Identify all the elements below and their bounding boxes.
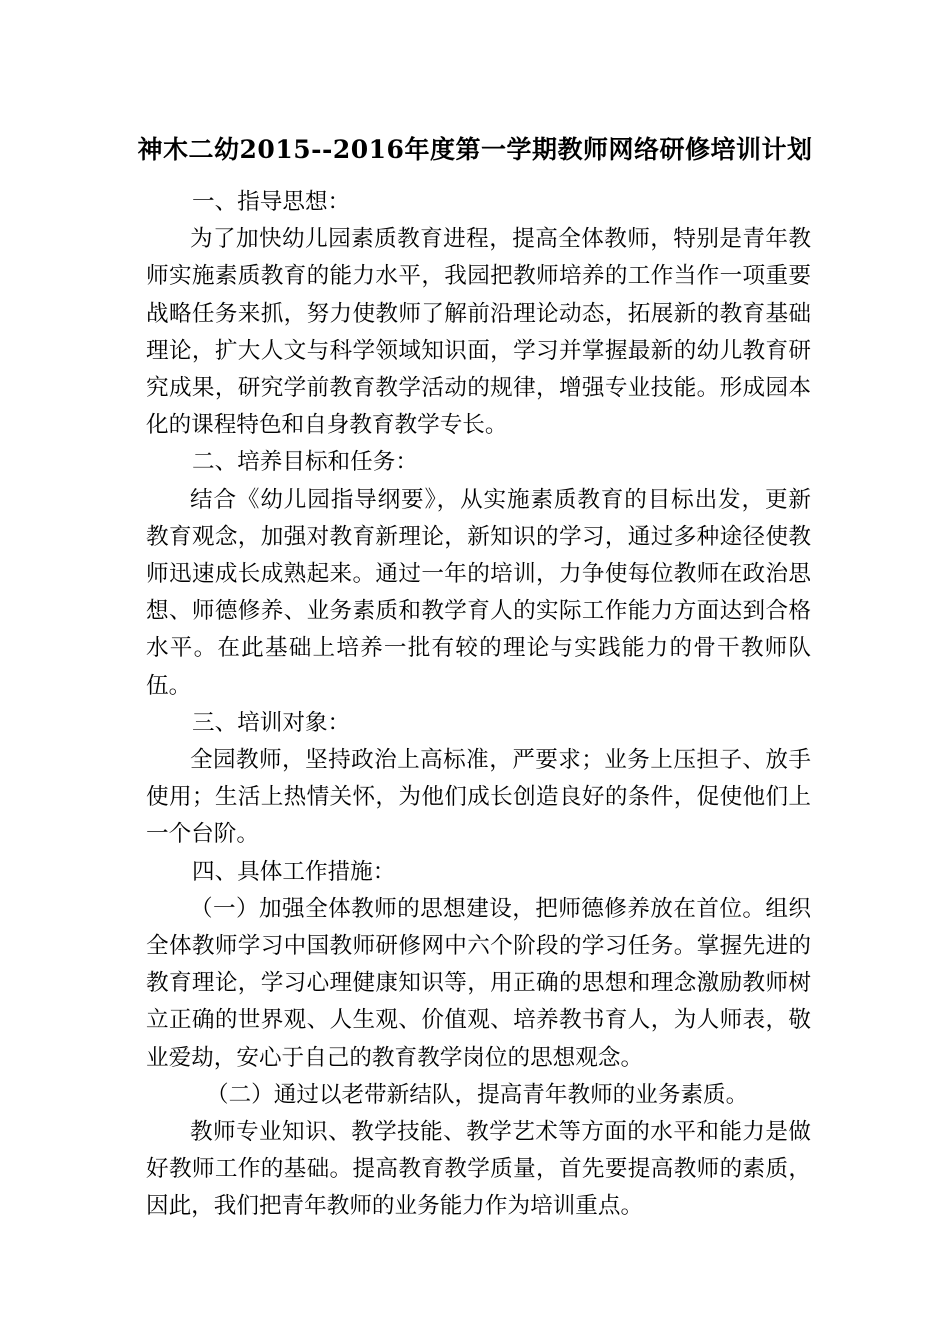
measure-two-paragraph: 教师专业知识、教学技能、教学艺术等方面的水平和能力是做好教师工作的基础。提高教育教学质量，首先要提高教师的素质，因此，我们把青年教师的业务能力作为培训重点。 (146, 1119, 811, 1220)
document-body (146, 184, 811, 1226)
section-heading-goals-tasks: 二、培养目标和任务： (192, 449, 418, 476)
section-heading-work-measures: 四、具体工作措施： (192, 858, 396, 885)
paragraph-guiding-thought: 为了加快幼儿园素质教育进程，提高全体教师，特别是青年教师实施素质教育的能力水平，我园把教师培养的工作当作一项重要战略任务来抓，努力使教师了解前沿理论动态，拓展新的教育基础理论，扩大人文与科学领域知识面，学习并掌握最新的幼儿教育研究成果，研究学前教育教学活动的规律，增强专业技能。形成园本化的课程特色和自身教育教学专长。 (146, 226, 811, 439)
measure-one-paragraph: （一）加强全体教师的思想建设，把师德修养放在首位。组织全体教师学习中国教师研修网中六个阶段的学习任务。掌握先进的教育理论，学习心理健康知识等，用正确的思想和理念激励教师树立正确的世界观、人生观、价值观、培养教书育人，为人师表，敬业爱劫，安心于自己的教育教学岗位的思想观念。 (146, 895, 811, 1071)
paragraph-training-targets: 全园教师，坚持政治上高标准，严要求；业务上压担子、放手使用；生活上热情关怀，为他们成长创造良好的条件，促使他们上一个台阶。 (146, 747, 811, 848)
section-heading-guiding-thought: 一、指导思想： (192, 189, 351, 215)
document-title: 神木二幼2015--2016年度第一学期教师网络研修培训计划 (137, 135, 813, 164)
section-heading-training-targets: 三、培训对象： (192, 709, 351, 736)
measure-two-heading: （二）通过以老带新结队，提高青年教师的业务素质。 (206, 1081, 749, 1108)
paragraph-goals-tasks: 结合《幼儿园指导纲要》，从实施素质教育的目标出发，更新教育观念，加强对教育新理论，新知识的学习，通过多种途径使教师迅速成长成熟起来。通过一年的培训，力争使每位教师在政治思想、师德修养、业务素质和教学育人的实际工作能力方面达到合格水平。在此基础上培养一批有较的理论与实践能力的骨干教师队伍。 (146, 486, 811, 699)
